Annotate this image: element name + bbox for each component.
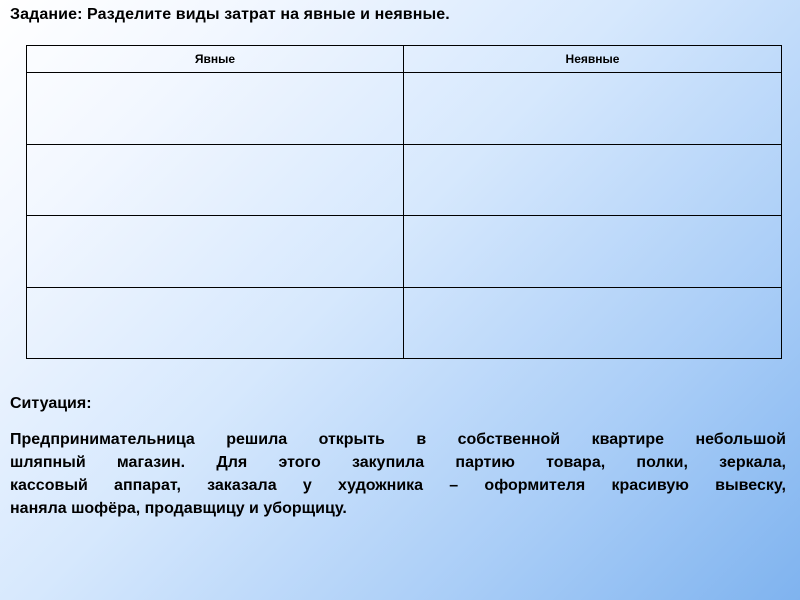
situation-line: Предпринимательница решила открыть в собственной квартире небольшой (10, 431, 786, 448)
table-row (27, 144, 782, 216)
column-header-implicit: Неявные (404, 46, 782, 73)
table-cell-explicit (27, 144, 404, 216)
situation-text (10, 428, 786, 520)
table-cell-explicit (27, 287, 404, 359)
table-cell-explicit (27, 216, 404, 288)
situation-line: шляпный магазин. Для этого закупила партию товара, полки, зеркала, (10, 454, 786, 471)
situation-heading: Ситуация: (10, 395, 92, 412)
table-cell-implicit (404, 73, 782, 145)
table-row (27, 216, 782, 288)
table-header-row (27, 46, 782, 73)
table-cell-implicit (404, 144, 782, 216)
costs-table (26, 45, 782, 359)
table-cell-implicit (404, 287, 782, 359)
table-row (27, 73, 782, 145)
situation-line: наняла шофёра, продавщицу и уборщицу. (10, 500, 347, 517)
table-cell-explicit (27, 73, 404, 145)
situation-line: кассовый аппарат, заказала у художника – оформителя красивую вывеску, (10, 477, 786, 494)
task-title: Задание: Разделите виды затрат на явные и неявные. (10, 6, 450, 23)
table-cell-implicit (404, 216, 782, 288)
column-header-explicit: Явные (27, 46, 404, 73)
table-row (27, 287, 782, 359)
